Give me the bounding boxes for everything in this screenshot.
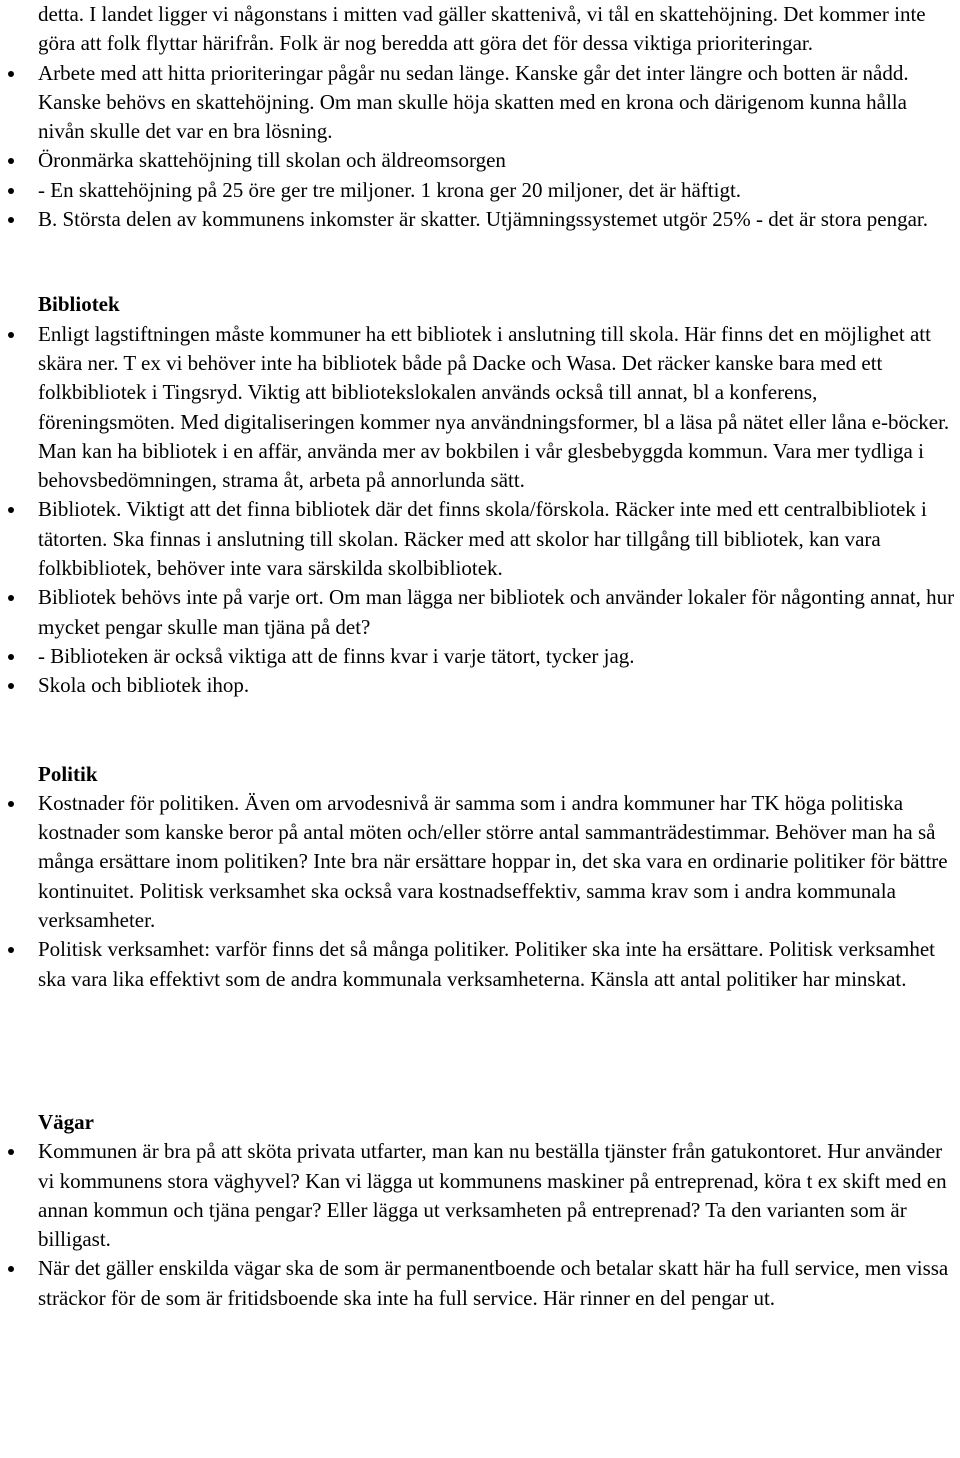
- bullet-icon: [8, 947, 14, 953]
- bullet-icon: [8, 1149, 14, 1155]
- list-item-text: Politisk verksamhet: varför finns det så många politiker. Politiker ska inte ha ersättare. Politisk verksamhet ska vara lika effektivt som de andra kommunala verksamheterna. Känsla att antal politiker har minskat.: [38, 937, 935, 991]
- section-spacer: [0, 1051, 960, 1108]
- bullet-icon: [8, 188, 14, 194]
- list-item-text: Skola och bibliotek ihop.: [38, 673, 250, 698]
- list-item: [0, 671, 960, 700]
- list-item-text: Bibliotek. Viktigt att det finna bibliotek där det finns skola/förskola. Räcker inte med ett centralbibliotek i tätorten. Ska finnas i anslutning till skolan. Räcker med att skolor har tillgång till bibliotek, kan vara folkbibliotek, behöver inte vara särskilda skolbibliotek.: [38, 497, 927, 581]
- bullet-icon: [8, 71, 14, 77]
- list-item-text: Enligt lagstiftningen måste kommuner ha ett bibliotek i anslutning till skola. Här finns det en möjlighet att skära ner. T ex vi behöver inte ha bibliotek både på Dacke och Wasa. Det räcker kanske bara med ett folkbibliotek i Tingsryd. Viktig att bibliotekslokalen används också till annat, bl a konferens, föreningsmöten. Med digitaliseringen kommer nya användningsformer, bl a läsa på nätet eller låna e-böcker. Man kan ha bibliotek i en affär, använda mer av bokbilen i vår glesbebyggda kommun. Vara mer tydliga i behovsbedömningen, strama åt, arbeta på annorlunda sätt.: [38, 321, 950, 493]
- section-spacer: [0, 701, 960, 760]
- list-item-text: Kommunen är bra på att sköta privata utfarter, man kan nu beställa tjänster från gatukontoret. Hur använder vi kommunens stora väghyvel? Kan vi lägga ut kommunens maskiner på entreprenad, köra t ex skift med en annan kommun och tjäna pengar? Eller lägga ut verksamheten på entreprenad? Ta den varianten som är billigast.: [38, 1139, 947, 1252]
- list-item: [0, 1137, 960, 1254]
- bullet-icon: [8, 217, 14, 223]
- list-item-text: När det gäller enskilda vägar ska de som är permanentboende och betalar skatt här ha full service, men vissa sträckor för de som är fritidsboende ska inte ha full service. Här rinner en del pengar ut.: [38, 1256, 949, 1310]
- list-item: [0, 59, 960, 147]
- list-item: [0, 642, 960, 671]
- list-item-text: Bibliotek behövs inte på varje ort. Om man lägga ner bibliotek och använder lokaler för någonting annat, hur mycket pengar skulle man tjäna på det?: [38, 585, 955, 639]
- vagar-bullet-list: [0, 1137, 960, 1313]
- bullet-icon: [8, 654, 14, 660]
- top-bullet-list: [0, 59, 960, 235]
- bullet-icon: [8, 1266, 14, 1272]
- list-item: [0, 205, 960, 234]
- continuation-paragraph: detta. I landet ligger vi någonstans i mitten vad gäller skattenivå, vi tål en skattehöjning. Det kommer inte göra att folk flyttar härifrån. Folk är nog beredda att göra det för dessa viktiga prioriteringar.: [38, 2, 926, 56]
- bullet-icon: [8, 158, 14, 164]
- bullet-icon: [8, 801, 14, 807]
- section-spacer: [0, 234, 960, 290]
- list-item-text: Öronmärka skattehöjning till skolan och äldreomsorgen: [38, 148, 506, 173]
- politik-bullet-list: [0, 789, 960, 994]
- list-item: [0, 935, 960, 994]
- bullet-icon: [8, 332, 14, 338]
- section-heading-bibliotek: Bibliotek: [38, 292, 120, 317]
- bullet-icon: [8, 683, 14, 689]
- list-item: [0, 176, 960, 205]
- list-item: [0, 495, 960, 583]
- list-item: [0, 320, 960, 496]
- list-item-text: Arbete med att hitta prioriteringar pågår nu sedan länge. Kanske går det inter längre och botten är nådd. Kanske behövs en skattehöjning. Om man skulle höja skatten med en krona och därigenom kunna hålla nivån skulle det var en bra lösning.: [38, 60, 909, 144]
- list-item: [0, 1254, 960, 1313]
- bullet-icon: [8, 595, 14, 601]
- bullet-icon: [8, 507, 14, 513]
- section-spacer: [0, 994, 960, 1051]
- list-item: [0, 583, 960, 642]
- list-item-text: - Biblioteken är också viktiga att de finns kvar i varje tätort, tycker jag.: [38, 643, 635, 668]
- section-heading-vagar: Vägar: [38, 1109, 94, 1134]
- section-heading-politik: Politik: [38, 761, 98, 786]
- list-item-text: B. Största delen av kommunens inkomster är skatter. Utjämningssystemet utgör 25% - det är stora pengar.: [38, 207, 928, 232]
- bibliotek-bullet-list: [0, 320, 960, 701]
- list-item-text: - En skattehöjning på 25 öre ger tre miljoner. 1 krona ger 20 miljoner, det är häftigt.: [38, 177, 742, 202]
- list-item: [0, 789, 960, 935]
- list-item: [0, 146, 960, 175]
- list-item-text: Kostnader för politiken. Även om arvodesnivå är samma som i andra kommuner har TK höga politiska kostnader som kanske beror på antal möten och/eller större antal sammanträdestimmar. Behöver man ha så många ersättare inom politiken? Inte bra när ersättare hoppar in, det ska vara en ordinarie politiker för bättre kontinuitet. Politisk verksamhet ska också vara kostnadseffektiv, samma krav som i andra kommunala verksamheter.: [38, 790, 948, 933]
